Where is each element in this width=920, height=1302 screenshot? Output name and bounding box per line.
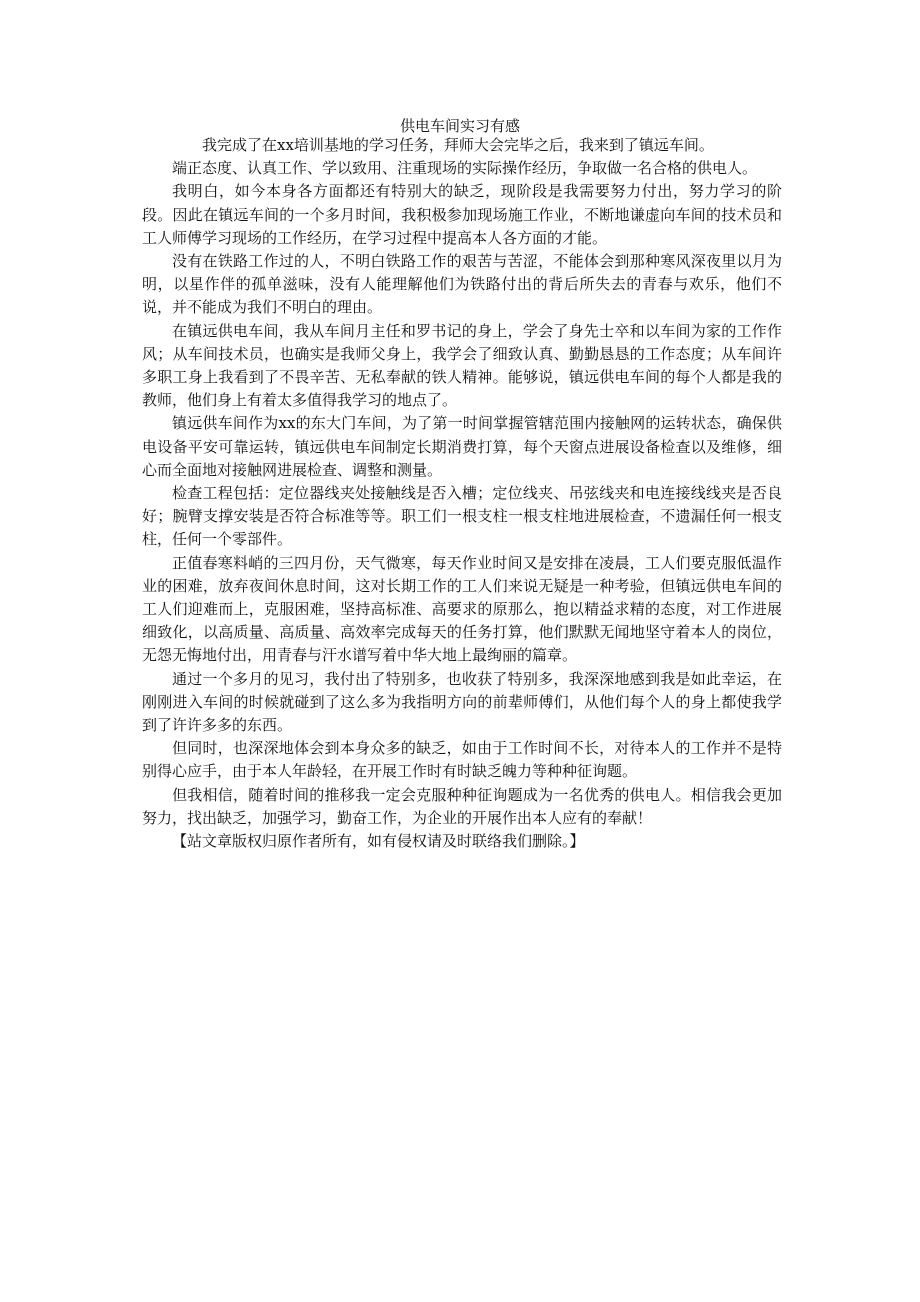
paragraph: 在镇远供电车间，我从车间月主任和罗书记的身上，学会了身先士卒和以车间为家的工作作风；从车间技术员，也确实是我师父身上，我学会了细致认真、勤勤恳恳的工作态度；从车间许多职工身上我看到了不畏辛苦、无私奉献的铁人精神。能够说，镇远供电车间的每个人都是我的教师，他们身上有着太多值得我学习的地点了。 <box>142 321 782 410</box>
paragraph: 通过一个多月的见习，我付出了特别多，也收获了特别多，我深深地感到我是如此幸运，在刚刚进入车间的时候就碰到了这么多为我指明方向的前辈师傅们，从他们每个人的身上都使我学到了许许多多的东西。 <box>142 669 782 735</box>
document-body <box>142 134 782 853</box>
document-title: 供电车间实习有感 <box>399 117 520 135</box>
copyright-notice: 【站文章版权归原作者所有，如有侵权请及时联络我们删除。】 <box>172 832 585 851</box>
paragraph: 但同时，也深深地体会到本身众多的缺乏，如由于工作时间不长，对待本人的工作并不是特别得心应手，由于本人年龄轻，在开展工作时有时缺乏魄力等种种征询题。 <box>142 739 782 781</box>
paragraph: 端正态度、认真工作、学以致用、注重现场的实际操作经历，争取做一名合格的供电人。 <box>172 159 758 178</box>
paragraph: 没有在铁路工作过的人，不明白铁路工作的艰苦与苦涩，不能体会到那种寒风深夜里以月为明，以星作伴的孤单滋味，没有人能理解他们为铁路付出的背后所失去的青春与欢乐，他们不说，并不能成为我们不明白的理由。 <box>142 252 782 317</box>
paragraph: 镇远供车间作为xx的东大门车间，为了第一时间掌握管辖范围内接触网的运转状态，确保供电设备平安可靠运转，镇远供电车间制定长期消费打算，每个天窗点进展设备检查以及维修，细心而全面地对接触网进展检查、调整和测量。 <box>142 414 782 479</box>
paragraph: 正值春寒料峭的三四月份，天气微寒，每天作业时间又是安排在凌晨，工人们要克服低温作业的困难，放弃夜间休息时间，这对长期工作的工人们来说无疑是一种考验，但镇远供电车间的工人们迎难而上，克服困难，坚持高标准、高要求的原那么，抱以精益求精的态度，对工作进展细致化，以高质量、高质量、高效率完成每天的任务打算，他们默默无闻地坚守着本人的岗位，无怨无悔地付出，用青春与汗水谱写着中华大地上最绚丽的篇章。 <box>142 553 782 665</box>
paragraph: 我完成了在xx培训基地的学习任务，拜师大会完毕之后，我来到了镇远车间。 <box>202 136 714 154</box>
paragraph: 我明白，如今本身各方面都还有特别大的缺乏，现阶段是我需要努力付出，努力学习的阶段。因此在镇远车间的一个多月时间，我积极参加现场施工作业，不断地谦虚向车间的技术员和工人师傅学习现场的工作经历，在学习过程中提高本人各方面的才能。 <box>142 182 782 247</box>
paragraph: 但我相信，随着时间的推移我一定会克服种种征询题成为一名优秀的供电人。相信我会更加努力，找出缺乏，加强学习，勤奋工作，为企业的开展作出本人应有的奉献！ <box>142 785 782 827</box>
paragraph: 检查工程包括：定位器线夹处接触线是否入槽；定位线夹、吊弦线夹和电连接线线夹是否良好；腕臂支撑安装是否符合标准等等。职工们一根支柱一根支柱地进展检查，不遗漏任何一根支柱，任何一个零部件。 <box>142 484 782 549</box>
